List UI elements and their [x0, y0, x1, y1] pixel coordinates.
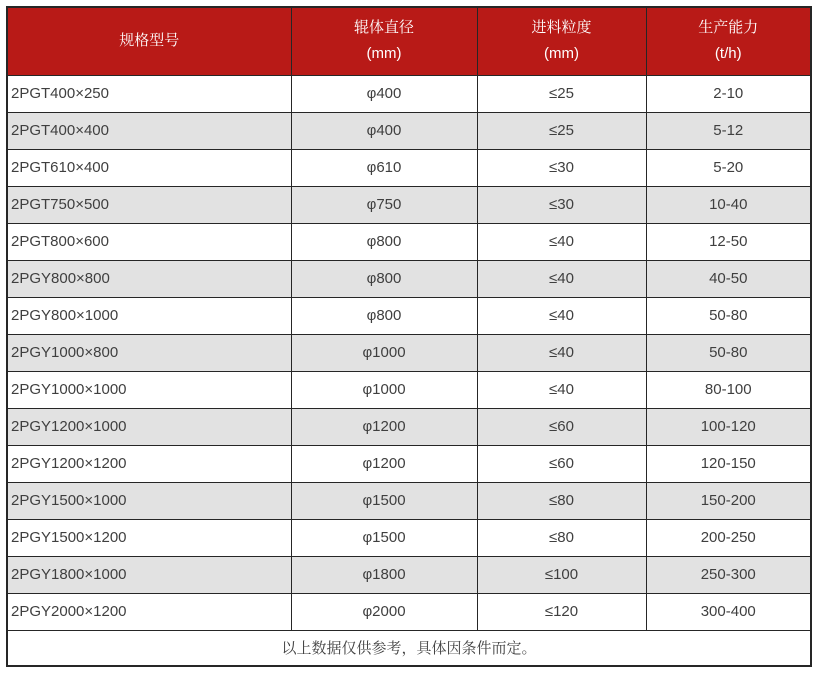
feed-size-cell: ≤120 [477, 593, 646, 630]
table-row [7, 445, 811, 482]
feed-size-cell: ≤40 [477, 371, 646, 408]
header-capacity-label: 生产能力 [698, 19, 759, 37]
diameter-cell: φ1800 [291, 556, 477, 593]
model-cell: 2PGT800×600 [7, 223, 291, 260]
table-row [7, 297, 811, 334]
diameter-cell: φ1200 [291, 408, 477, 445]
model-cell: 2PGY1000×800 [7, 334, 291, 371]
table-row [7, 556, 811, 593]
diameter-cell: φ1000 [291, 334, 477, 371]
table-row [7, 334, 811, 371]
model-cell: 2PGY1500×1000 [7, 482, 291, 519]
table-row [7, 408, 811, 445]
diameter-cell: φ610 [291, 149, 477, 186]
header-roller-diameter-label: 辊体直径 [353, 19, 414, 37]
diameter-cell: φ1500 [291, 519, 477, 556]
feed-size-cell: ≤25 [477, 112, 646, 149]
table-row [7, 223, 811, 260]
capacity-cell: 2-10 [646, 75, 811, 112]
table-row [7, 593, 811, 630]
capacity-cell: 300-400 [646, 593, 811, 630]
header-model-label: 规格型号 [119, 32, 180, 50]
capacity-cell: 50-80 [646, 297, 811, 334]
feed-size-cell: ≤40 [477, 297, 646, 334]
capacity-cell: 120-150 [646, 445, 811, 482]
diameter-cell: φ1000 [291, 371, 477, 408]
diameter-cell: φ800 [291, 260, 477, 297]
feed-size-cell: ≤40 [477, 260, 646, 297]
table-row [7, 186, 811, 223]
capacity-cell: 150-200 [646, 482, 811, 519]
header-feed-size [477, 7, 646, 75]
header-capacity [646, 7, 811, 75]
table-row [7, 112, 811, 149]
model-cell: 2PGY2000×1200 [7, 593, 291, 630]
table-row [7, 482, 811, 519]
model-cell: 2PGT750×500 [7, 186, 291, 223]
model-cell: 2PGY1500×1200 [7, 519, 291, 556]
model-cell: 2PGY1800×1000 [7, 556, 291, 593]
feed-size-cell: ≤60 [477, 408, 646, 445]
feed-size-cell: ≤80 [477, 482, 646, 519]
capacity-cell: 5-12 [646, 112, 811, 149]
capacity-cell: 80-100 [646, 371, 811, 408]
capacity-cell: 100-120 [646, 408, 811, 445]
diameter-cell: φ800 [291, 223, 477, 260]
header-capacity-unit: (t/h) [714, 45, 742, 63]
header-roller-diameter-unit: (mm) [366, 45, 402, 63]
feed-size-cell: ≤100 [477, 556, 646, 593]
feed-size-cell: ≤30 [477, 149, 646, 186]
model-cell: 2PGY800×800 [7, 260, 291, 297]
table-row [7, 75, 811, 112]
feed-size-cell: ≤40 [477, 334, 646, 371]
model-cell: 2PGT400×400 [7, 112, 291, 149]
diameter-cell: φ800 [291, 297, 477, 334]
capacity-cell: 200-250 [646, 519, 811, 556]
table-row [7, 260, 811, 297]
model-cell: 2PGT400×250 [7, 75, 291, 112]
capacity-cell: 250-300 [646, 556, 811, 593]
diameter-cell: φ1200 [291, 445, 477, 482]
model-cell: 2PGY1000×1000 [7, 371, 291, 408]
header-feed-size-unit: (mm) [544, 45, 579, 63]
capacity-cell: 40-50 [646, 260, 811, 297]
model-cell: 2PGT610×400 [7, 149, 291, 186]
table-row [7, 519, 811, 556]
header-roller-diameter [291, 7, 477, 75]
feed-size-cell: ≤60 [477, 445, 646, 482]
feed-size-cell: ≤40 [477, 223, 646, 260]
diameter-cell: φ750 [291, 186, 477, 223]
diameter-cell: φ400 [291, 112, 477, 149]
feed-size-cell: ≤30 [477, 186, 646, 223]
table-row [7, 371, 811, 408]
diameter-cell: φ400 [291, 75, 477, 112]
footnote-row [7, 630, 811, 666]
spec-table [6, 6, 812, 667]
model-cell: 2PGY1200×1200 [7, 445, 291, 482]
diameter-cell: φ2000 [291, 593, 477, 630]
header-row [7, 7, 811, 75]
capacity-cell: 12-50 [646, 223, 811, 260]
header-model [7, 7, 291, 75]
feed-size-cell: ≤25 [477, 75, 646, 112]
model-cell: 2PGY1200×1000 [7, 408, 291, 445]
header-feed-size-label: 进料粒度 [531, 19, 592, 37]
capacity-cell: 50-80 [646, 334, 811, 371]
capacity-cell: 10-40 [646, 186, 811, 223]
feed-size-cell: ≤80 [477, 519, 646, 556]
model-cell: 2PGY800×1000 [7, 297, 291, 334]
capacity-cell: 5-20 [646, 149, 811, 186]
table-row [7, 149, 811, 186]
table-footnote: 以上数据仅供参考，具体因条件而定。 [7, 630, 811, 666]
diameter-cell: φ1500 [291, 482, 477, 519]
